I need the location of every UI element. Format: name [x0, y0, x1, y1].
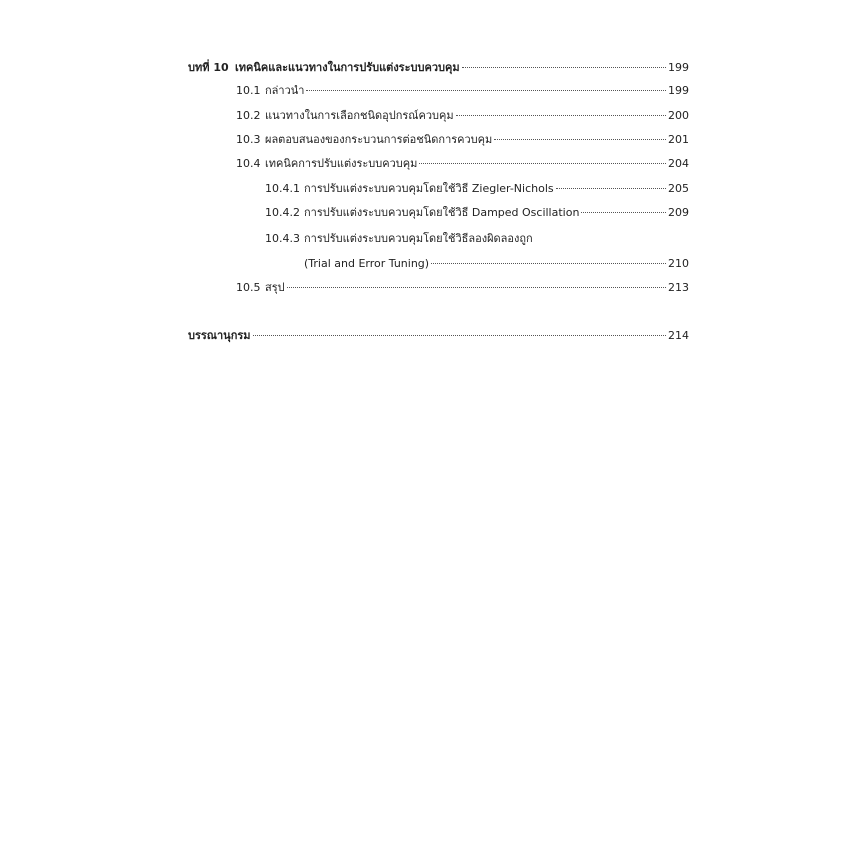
bibliography-title: บรรณานุกรม — [188, 329, 251, 342]
page-number: 199 — [668, 61, 689, 74]
bibliography-entry — [188, 326, 689, 346]
page-number: 210 — [668, 257, 689, 270]
dot-leader — [419, 163, 666, 164]
page-number: 214 — [668, 329, 689, 342]
section-entry — [265, 130, 689, 150]
chapter-title: เทคนิคและแนวทางในการปรับแต่งระบบควบคุม — [235, 61, 460, 74]
page-number: 209 — [668, 206, 689, 219]
dot-leader — [456, 115, 666, 116]
subsection-entry — [304, 179, 689, 199]
toc-chapter-row — [0, 58, 860, 78]
section-title: เทคนิคการปรับแต่งระบบควบคุม — [265, 157, 418, 170]
toc-section-row — [0, 130, 860, 150]
dot-leader — [253, 335, 666, 336]
toc-section-row — [0, 106, 860, 126]
section-number: 10.5 — [236, 281, 261, 294]
page-number: 205 — [668, 182, 689, 195]
toc-subsection-row — [0, 203, 860, 223]
page-number: 199 — [668, 84, 689, 97]
page-number: 204 — [668, 157, 689, 170]
toc-bibliography-row — [0, 326, 860, 346]
toc-subsection-row — [0, 179, 860, 199]
dot-leader — [494, 139, 666, 140]
section-number: 10.3 — [236, 133, 261, 146]
subsection-number: 10.4.2 — [265, 206, 300, 219]
subsection-entry — [304, 254, 689, 274]
section-number: 10.2 — [236, 109, 261, 122]
subsection-entry — [304, 203, 689, 223]
section-entry — [265, 154, 689, 174]
section-title: สรุป — [265, 281, 285, 294]
dot-leader — [581, 212, 666, 213]
subsection-title: การปรับแต่งระบบควบคุมโดยใช้วิธี Damped Oscillation — [304, 206, 580, 219]
section-number: 10.4 — [236, 157, 261, 170]
section-title: ผลตอบสนองของกระบวนการต่อชนิดการควบคุม — [265, 133, 493, 146]
subsection-number: 10.4.1 — [265, 182, 300, 195]
toc-subsection-row — [0, 229, 860, 249]
toc-section-row — [0, 81, 860, 101]
dot-leader — [462, 67, 666, 68]
dot-leader — [431, 263, 666, 264]
page-number: 201 — [668, 133, 689, 146]
toc-section-row — [0, 278, 860, 298]
dot-leader — [306, 90, 666, 91]
section-title: แนวทางในการเลือกชนิดอุปกรณ์ควบคุม — [265, 109, 454, 122]
section-title: กล่าวนำ — [265, 84, 305, 97]
toc-subsection-continuation-row — [0, 254, 860, 274]
page-number: 213 — [668, 281, 689, 294]
subsection-title: การปรับแต่งระบบควบคุมโดยใช้วิธี Ziegler-Nichols — [304, 182, 554, 195]
section-number: 10.1 — [236, 84, 261, 97]
chapter-entry — [235, 58, 689, 78]
dot-leader — [287, 287, 666, 288]
section-entry — [265, 278, 689, 298]
subsection-title: การปรับแต่งระบบควบคุมโดยใช้วิธีลองผิดลองถูก — [304, 232, 533, 245]
subsection-title-continuation: (Trial and Error Tuning) — [304, 257, 430, 270]
chapter-number: บทที่ 10 — [188, 61, 229, 74]
dot-leader — [556, 188, 666, 189]
subsection-number: 10.4.3 — [265, 232, 300, 245]
toc-section-row — [0, 154, 860, 174]
page-number: 200 — [668, 109, 689, 122]
section-entry — [265, 106, 689, 126]
section-entry — [265, 81, 689, 101]
